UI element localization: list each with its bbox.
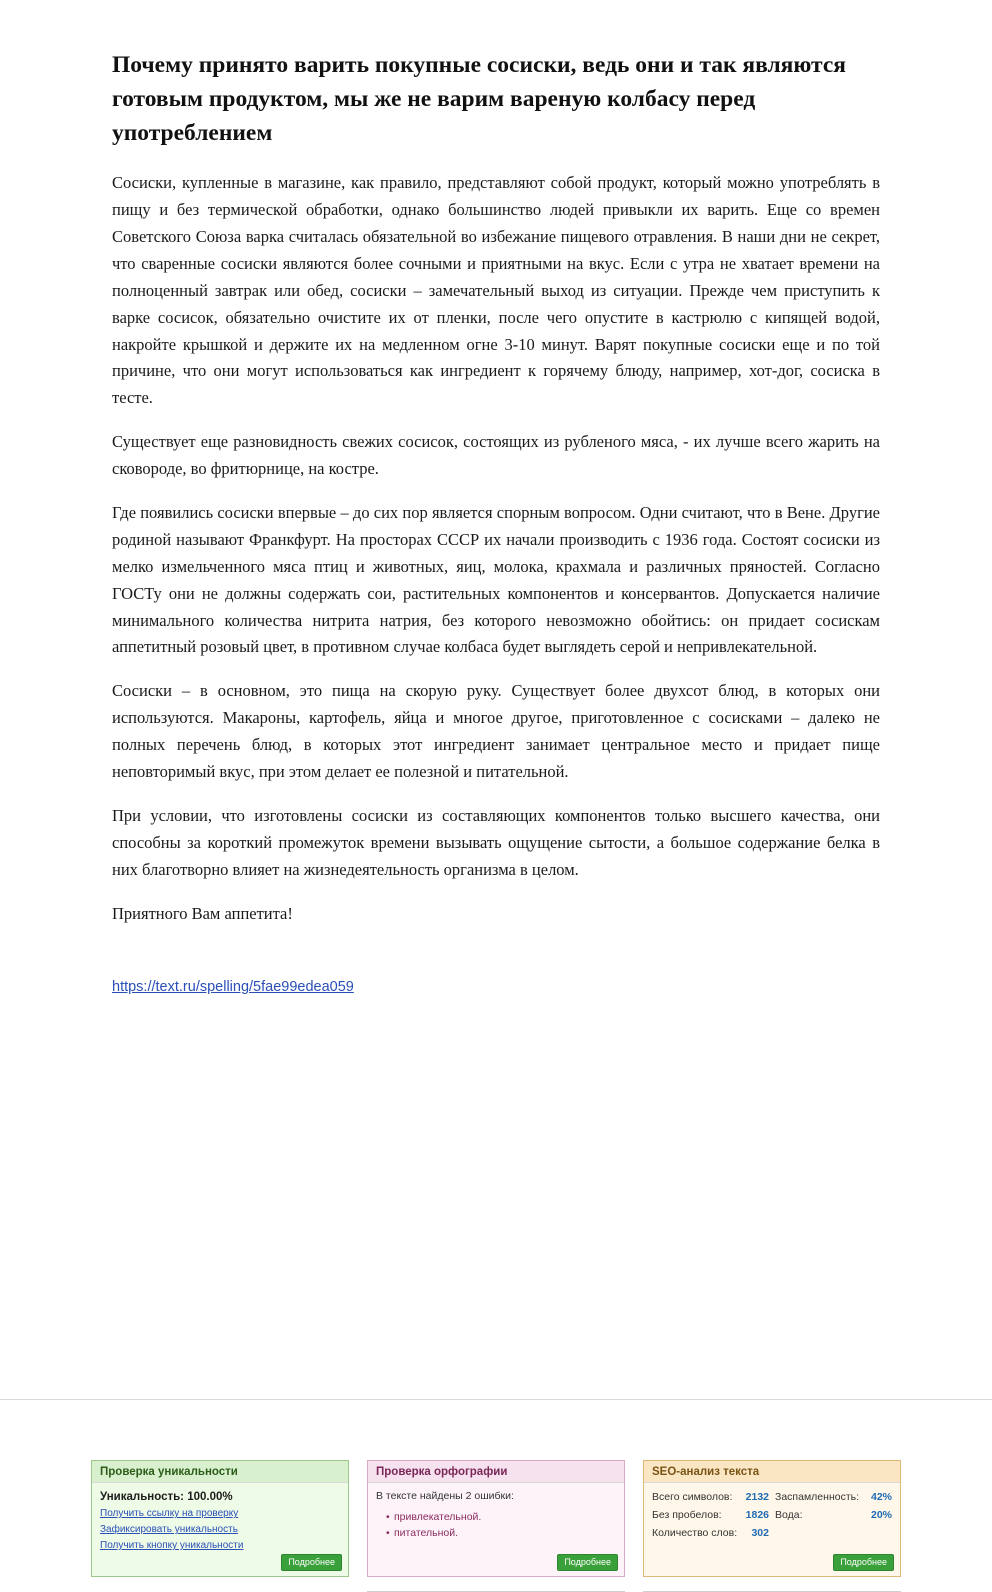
paragraph-5: При условии, что изготовлены сосиски из составляющих компонентов только высшего качества, они способны за короткий промежуток времени вызывать ощущение сытости, а большое содержание белка в них благотворно влияет на жизнедеятельность организма в целом. [112, 805, 880, 879]
uniqueness-widget-title: Проверка уникальности [92, 1461, 348, 1483]
seo-stat-value: 1826 [745, 1508, 769, 1521]
spelling-widget [367, 1460, 625, 1577]
seo-stat-key: Вода: [775, 1508, 803, 1521]
uniqueness-widget [91, 1460, 349, 1577]
page-title: Почему принято варить покупные сосиски, ведь они и так являются готовым продуктом, мы же не варим вареную колбасу перед употреблением [112, 52, 847, 147]
spelling-more-button[interactable]: Подробнее [557, 1554, 618, 1571]
paragraph-3: Где появились сосиски впервые – до сих пор является спорным вопросом. Одни считают, что в Вене. Другие родиной называют Франкфурт. На просторах СССР их начали производить с 1936 года. Состоят сосиски из мелко измельченного мяса птиц и животных, яиц, молока, крахмала и различных пряностей. Согласно ГОСТу они не должны содержать сои, растительных компонентов и консервантов. Допускается наличие минимального количества нитрита натрия, без которого невозможно обойтись: он придает сосискам аппетитный розовый цвет, в противном случае колбаса будет выглядеть серой и непривлекательной. [112, 502, 880, 657]
seo-stat-key: Количество слов: [652, 1526, 738, 1539]
seo-widget [643, 1460, 901, 1577]
seo-stats-grid [652, 1489, 892, 1543]
fix-uniqueness-link[interactable]: Зафиксировать уникальность [100, 1524, 238, 1536]
seo-stat-value: 2132 [745, 1491, 769, 1503]
spelling-report-link[interactable]: https://text.ru/spelling/5fae99edea059 [112, 979, 354, 996]
seo-stat-key: Без пробелов: [652, 1508, 722, 1521]
uniqueness-label: Уникальность: [100, 1491, 185, 1503]
widget-row [0, 1460, 992, 1577]
seo-stat-row [652, 1525, 769, 1543]
spelling-error-list [376, 1509, 616, 1542]
get-check-link[interactable]: Получить ссылку на проверку [100, 1508, 239, 1520]
paragraph-6: Приятного Вам аппетита! [112, 903, 293, 923]
seo-stat-row [652, 1489, 769, 1507]
seo-stat-value: 302 [751, 1526, 769, 1539]
spelling-subtitle: В тексте найдены 2 ошибки: [376, 1490, 514, 1502]
uniqueness-links [100, 1506, 340, 1554]
spelling-error-item: • привлекательной. [386, 1509, 616, 1525]
seo-stat-key: Всего символов: [652, 1491, 733, 1503]
seo-more-button[interactable]: Подробнее [833, 1554, 894, 1571]
seo-stat-row [652, 1507, 769, 1525]
paragraph-4: Сосиски – в основном, это пища на скорую руку. Существует более двухсот блюд, в которых они используются. Макароны, картофель, яйца и многое другое, приготовленное с сосисками – далеко не полных перечень блюд, в которых этот ингредиент занимает центральное место и придает пище неповторимый вкус, при этом делает ее полезной и питательной. [112, 681, 880, 781]
seo-stat-row [775, 1489, 892, 1507]
seo-stat-value: 20% [870, 1508, 892, 1521]
spelling-widget-title: Проверка орфографии [368, 1461, 624, 1483]
seo-stat-key: Заспамленность: [775, 1491, 860, 1503]
textru-widgets [0, 1400, 992, 1592]
seo-widget-title: SEO-анализ текста [644, 1461, 900, 1483]
seo-stat-row [775, 1507, 892, 1525]
spelling-error-item: • питательной. [386, 1525, 616, 1541]
get-uniqueness-button-link[interactable]: Получить кнопку уникальности [100, 1540, 244, 1552]
uniqueness-value: 100.00% [187, 1491, 233, 1503]
paragraph-1: Сосиски, купленные в магазине, как правило, представляют собой продукт, который можно употреблять в пищу и без термической обработки, однако большинство людей привыкли их варить. Еще со времен Советского Союза варка считалась обязательной во избежание пищевого отравления. В наши дни не секрет, что сваренные сосиски являются более сочными и приятными на вкус. Если с утра не хватает времени на полноценный завтрак или обед, сосиски – замечательный выход из ситуации. Прежде чем приступить к варке сосисок, обязательно очистите их от пленки, после чего опустите в кастрюлю с кипящей водой, накройте крышкой и держите их на медленном огне 3-10 минут. Варят покупные сосиски еще и по той причине, что они могут использоваться как ингредиент к горячему блюду, например, хот-дог, сосиска в тесте. [112, 173, 880, 408]
seo-stat-value: 42% [870, 1491, 892, 1503]
uniqueness-more-button[interactable]: Подробнее [281, 1554, 342, 1571]
seo-widget-body [644, 1483, 900, 1565]
uniqueness-value-row [100, 1489, 340, 1506]
seo-stats-left [652, 1489, 769, 1543]
paragraph-2: Существует еще разновидность свежих сосисок, состоящих из рубленого мяса, - их лучше всего жарить на сковороде, во фритюрнице, на костре. [112, 432, 880, 479]
seo-stats-right [775, 1489, 892, 1543]
spelling-widget-body [368, 1483, 624, 1563]
